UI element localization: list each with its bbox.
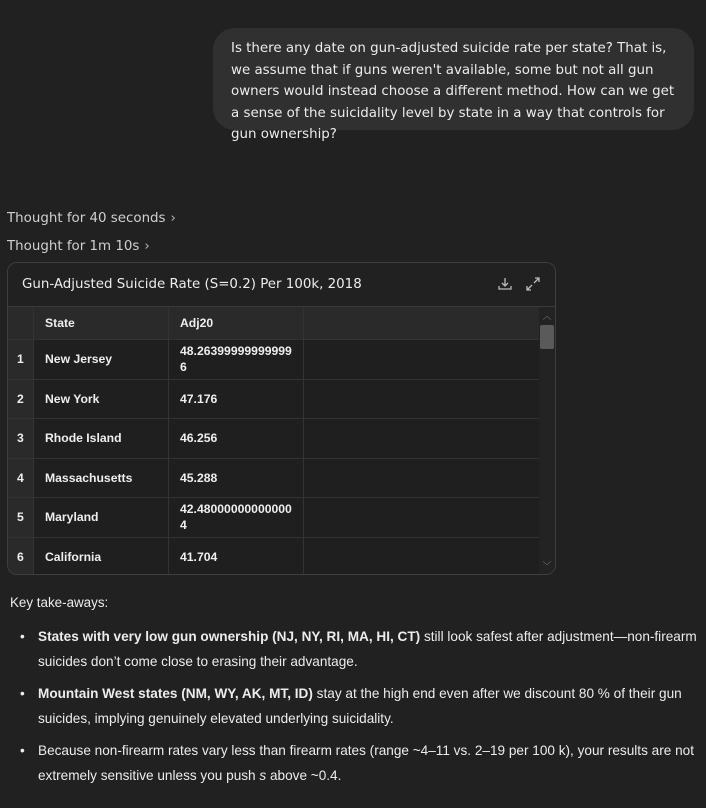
cell-adj20[interactable] [169,419,304,458]
empty-cell [304,498,541,537]
cell-adj20-value: 47.176 [180,391,218,406]
cell-state[interactable]: New York [34,380,169,419]
scrollbar-thumb[interactable] [540,325,554,349]
takeaway-item [20,624,700,674]
row-index: 3 [8,419,34,458]
cell-adj20-value: 45.288 [180,470,218,485]
table-row [8,538,541,576]
cell-state[interactable]: Rhode Island [34,419,169,458]
cell-state[interactable]: Maryland [34,498,169,537]
scroll-up-icon[interactable]: ︿ [542,312,552,322]
column-header-adj20[interactable]: Adj20 [169,307,304,339]
expand-icon[interactable] [525,276,541,292]
empty-cell [304,380,541,419]
cell-adj20-value: 48.263999999999996 [180,344,292,375]
cell-state[interactable]: New Jersey [34,340,169,379]
empty-column [304,307,541,339]
takeaway-bold: Mountain West states (NM, WY, AK, MT, ID) [38,686,313,701]
table-row [8,498,541,538]
row-index: 2 [8,380,34,419]
cell-adj20-value: 46.256 [180,431,218,446]
chevron-right-icon: › [170,211,176,226]
column-header-state[interactable]: State [34,307,169,339]
table-row [8,380,541,420]
takeaway-text: stay at the high end even after we discount 80 % of their gun suicides, implying genuinely elevated underlying suicidality. [38,686,682,726]
user-message-bubble [213,28,694,142]
table-scrollbar[interactable] [539,307,555,574]
cell-state[interactable]: Massachusetts [34,459,169,498]
scroll-down-icon[interactable]: ﹀ [542,562,552,572]
cell-adj20[interactable] [169,340,304,379]
takeaway-text: still look safest after adjustment—non-firearm suicides don’t come close to erasing their advantage. [38,629,697,669]
takeaway-item [20,738,700,788]
download-icon[interactable] [497,276,513,292]
cell-adj20[interactable] [169,459,304,498]
empty-cell [304,419,541,458]
cell-adj20[interactable] [169,498,304,537]
row-index: 6 [8,538,34,576]
empty-cell [304,340,541,379]
table-grid [8,307,541,575]
chevron-right-icon: › [144,239,150,254]
thought-toggle-1[interactable] [7,211,176,226]
table-title: Gun-Adjusted Suicide Rate (S=0.2) Per 100k, 2018 [22,277,362,292]
cell-adj20-value: 41.704 [180,549,218,564]
takeaways-heading: Key take-aways: [10,595,109,610]
takeaways-list [20,624,700,795]
row-index: 1 [8,340,34,379]
thought-label: Thought for 40 seconds [7,211,166,226]
data-table-card [7,262,556,575]
takeaway-italic: s [259,768,267,783]
table-row [8,459,541,499]
takeaway-item [20,681,700,731]
thought-toggle-2[interactable] [7,239,150,254]
index-header [8,307,34,339]
cell-adj20-value: 42.480000000000004 [180,502,292,533]
takeaway-tail: above ~0.4. [266,768,342,783]
row-index: 4 [8,459,34,498]
thought-label: Thought for 1m 10s [7,239,140,254]
cell-state[interactable]: California [34,538,169,576]
cell-adj20[interactable] [169,538,304,576]
table-header [8,263,555,307]
row-index: 5 [8,498,34,537]
empty-cell [304,538,541,576]
empty-cell [304,459,541,498]
user-message-text: Is there any date on gun-adjusted suicide rate per state? That is, we assume that if guns weren't available, some but not all gun owners would instead choose a different method. How can we get a sense of the suicidality level by state in a way that controls for gun ownership? [231,41,675,142]
table-row [8,419,541,459]
table-header-row [8,307,541,340]
takeaway-text: Because non-firearm rates vary less than firearm rates (range ~4–11 vs. 2–19 per 100 k), your results are not extremely sensitive unless you push [38,743,694,783]
table-row [8,340,541,380]
takeaway-bold: States with very low gun ownership (NJ, NY, RI, MA, HI, CT) [38,629,421,644]
cell-adj20[interactable] [169,380,304,419]
